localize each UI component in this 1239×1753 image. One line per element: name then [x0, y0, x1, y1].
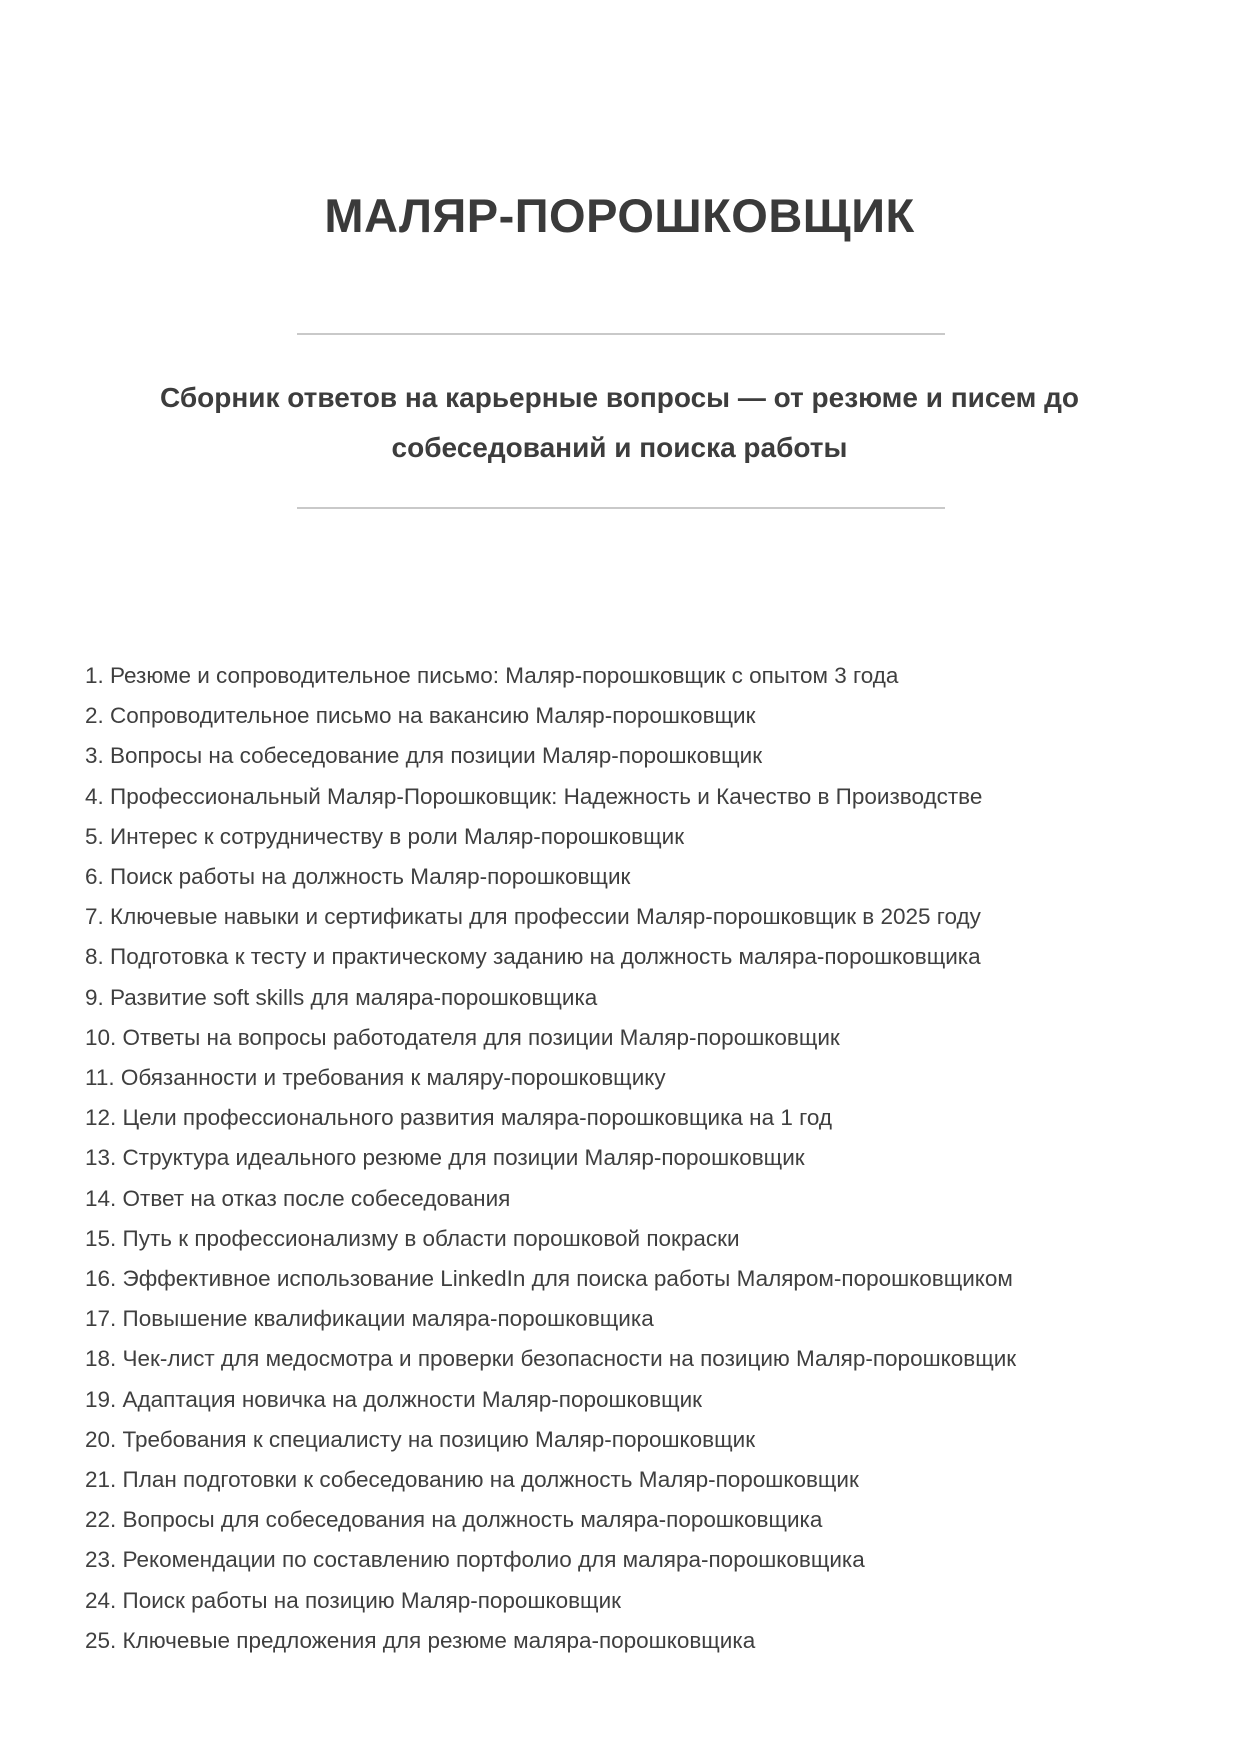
toc-item: 21. План подготовки к собеседованию на должность Маляр-порошковщик	[85, 1467, 859, 1493]
toc-item: 11. Обязанности и требования к маляру-порошковщику	[85, 1065, 666, 1091]
toc-item: 17. Повышение квалификации маляра-порошковщика	[85, 1306, 654, 1332]
toc-item: 4. Профессиональный Маляр-Порошковщик: Надежность и Качество в Производстве	[85, 783, 983, 809]
divider-bottom	[297, 507, 945, 509]
toc-item: 1. Резюме и сопроводительное письмо: Маляр-порошковщик с опытом 3 года	[85, 663, 899, 688]
toc-item: 19. Адаптация новичка на должности Маляр-порошковщик	[85, 1386, 703, 1412]
toc-item: 12. Цели профессионального развития маляра-порошковщика на 1 год	[85, 1105, 832, 1131]
toc-item: 3. Вопросы на собеседование для позиции Маляр-порошковщик	[85, 743, 763, 769]
toc-item: 25. Ключевые предложения для резюме маляра-порошковщика	[85, 1627, 756, 1653]
toc-list	[85, 656, 1199, 1661]
page-subtitle	[0, 373, 1239, 473]
toc-item: 23. Рекомендации по составлению портфолио для маляра-порошковщика	[85, 1547, 865, 1573]
toc-item: 7. Ключевые навыки и сертификаты для профессии Маляр-порошковщик в 2025 году	[85, 904, 981, 930]
toc-item: 20. Требования к специалисту на позицию Маляр-порошковщик	[85, 1426, 756, 1452]
toc-item: 10. Ответы на вопросы работодателя для позиции Маляр-порошковщик	[85, 1024, 840, 1050]
toc-item: 8. Подготовка к тесту и практическому заданию на должность маляра-порошковщика	[85, 944, 981, 970]
toc-item: 15. Путь к профессионализму в области порошковой покраски	[85, 1225, 740, 1251]
divider-top	[297, 333, 945, 335]
toc-item: 22. Вопросы для собеседования на должность маляра-порошковщика	[85, 1507, 823, 1533]
page-subtitle-line: собеседований и поиска работы	[391, 432, 848, 463]
toc-item: 6. Поиск работы на должность Маляр-порошковщик	[85, 864, 631, 890]
toc-item: 2. Сопроводительное письмо на вакансию Маляр-порошковщик	[85, 703, 756, 729]
page-subtitle-line: Сборник ответов на карьерные вопросы — от резюме и писем до	[160, 382, 1079, 413]
toc-item: 14. Ответ на отказ после собеседования	[85, 1185, 511, 1211]
toc-item: 16. Эффективное использование LinkedIn для поиска работы Маляром-порошковщиком	[85, 1266, 1013, 1292]
toc-item: 5. Интерес к сотрудничеству в роли Маляр-порошковщик	[85, 823, 685, 849]
toc-item: 24. Поиск работы на позицию Маляр-порошковщик	[85, 1587, 621, 1613]
page-title: МАЛЯР-ПОРОШКОВЩИК	[324, 189, 915, 242]
toc-item: 18. Чек-лист для медосмотра и проверки безопасности на позицию Маляр-порошковщик	[85, 1346, 1017, 1372]
toc-item: 13. Структура идеального резюме для позиции Маляр-порошковщик	[85, 1145, 805, 1171]
toc-item: 9. Развитие soft skills для маляра-порошковщика	[85, 984, 598, 1010]
